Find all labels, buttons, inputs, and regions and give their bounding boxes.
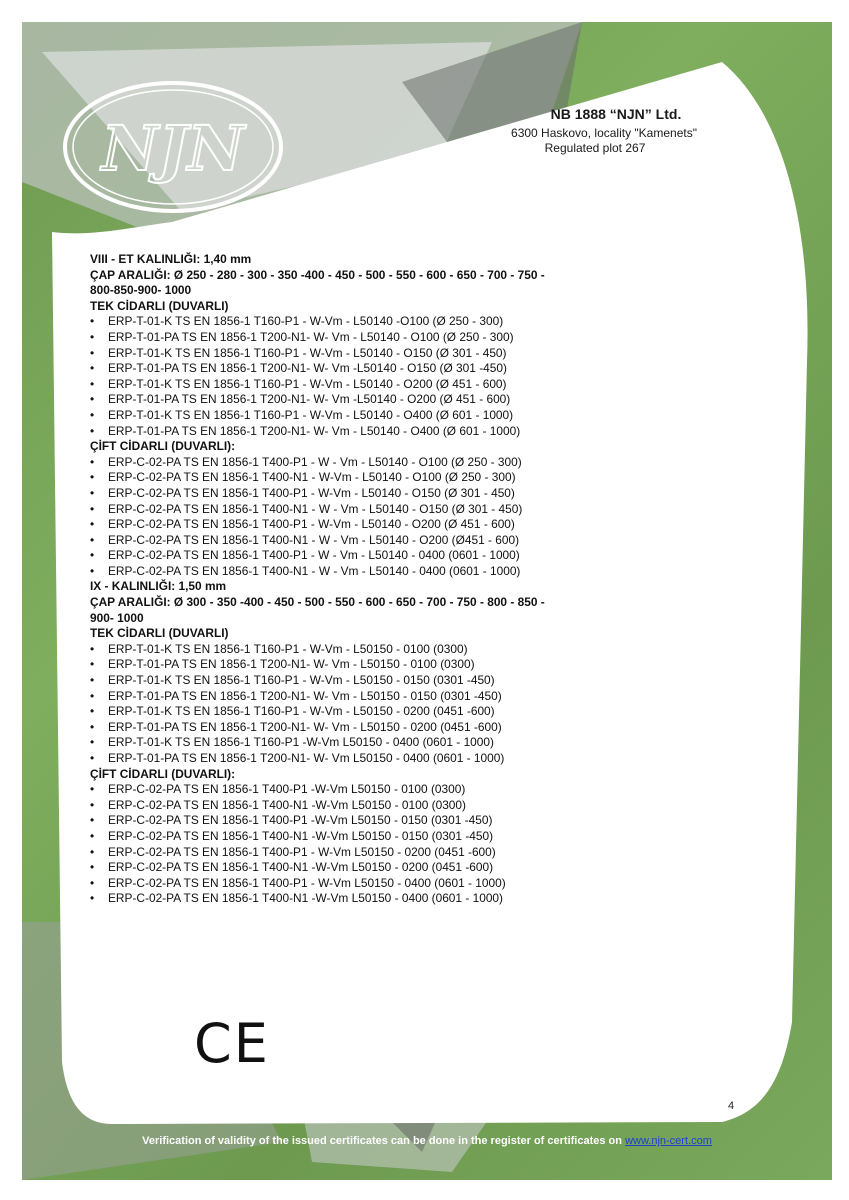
bullet: •: [90, 532, 95, 547]
list-item: [90, 782, 650, 798]
bullet: •: [90, 797, 95, 812]
list-item-text: ERP-C-02-PA TS EN 1856-1 T400-P1 - W-Vm L50150 - 0200 (0451 -600): [108, 844, 496, 859]
list-item-text: ERP-T-01-PA TS EN 1856-1 T200-N1- W- Vm L50150 - 0400 (0601 - 1000): [108, 751, 505, 765]
list-item-text: ERP-C-02-PA TS EN 1856-1 T400-N1 - W - Vm - L50140 - O200 (Ø451 - 600): [108, 532, 520, 547]
bullet: •: [90, 844, 95, 859]
list-item: [90, 424, 650, 440]
list-item: [90, 346, 650, 362]
list-item-text: ERP-C-02-PA TS EN 1856-1 T400-N1 -W-Vm L50150 - 0150 (0301 -450): [108, 828, 494, 843]
bullet: •: [90, 719, 95, 734]
page-number: 4: [728, 1100, 735, 1112]
company-plot: Regulated plot 267: [544, 141, 646, 155]
list-item: [90, 408, 650, 424]
list-item: [90, 845, 650, 861]
list-item: [90, 798, 650, 814]
list-item: [90, 502, 650, 518]
bullet: •: [90, 641, 95, 656]
section-heading: IX - KALINLIĞI: 1,50 mm: [90, 579, 227, 594]
list-item-text: ERP-T-01-PA TS EN 1856-1 T200-N1- W- Vm -L50140 - O200 (Ø 451 - 600): [108, 392, 511, 407]
bullet: •: [90, 517, 95, 532]
company-name: NB 1888 “NJN” Ltd.: [550, 106, 682, 122]
list-item: [90, 470, 650, 486]
list-item: [90, 517, 650, 533]
list-item: [90, 704, 650, 720]
section-heading: TEK CİDARLI (DUVARLI): [90, 298, 229, 313]
list-item-text: ERP-C-02-PA TS EN 1856-1 T400-N1 - W - Vm - L50140 - O150 (Ø 301 - 450): [108, 501, 523, 516]
list-item: [90, 813, 650, 829]
bullet: •: [90, 376, 95, 391]
list-item-text: ERP-T-01-PA TS EN 1856-1 T200-N1- W- Vm - L50140 - O400 (Ø 601 - 1000): [108, 423, 521, 438]
bullet: •: [90, 470, 95, 485]
list-item-text: ERP-T-01-K TS EN 1856-1 T160-P1 - W-Vm - L50140 -O100 (Ø 250 - 300): [108, 314, 504, 329]
list-item: [90, 891, 650, 907]
bullet: •: [90, 454, 95, 469]
bullet: •: [90, 563, 95, 578]
list-item-text: ERP-C-02-PA TS EN 1856-1 T400-P1 - W-Vm - L50140 - O150 (Ø 301 - 450): [108, 485, 515, 500]
list-item-text: ERP-C-02-PA TS EN 1856-1 T400-P1 - W - Vm - L50140 - O100 (Ø 250 - 300): [108, 454, 522, 469]
list-item-text: ERP-C-02-PA TS EN 1856-1 T400-N1 -W-Vm L50150 - 0100 (0300): [108, 797, 466, 812]
bullet: •: [90, 548, 95, 563]
footer-link[interactable]: www.njn-cert.com: [625, 1135, 712, 1147]
list-item: [90, 533, 650, 549]
list-item-text: ERP-C-02-PA TS EN 1856-1 T400-N1 - W-Vm - L50140 - O100 (Ø 250 - 300): [108, 470, 516, 485]
section-heading: VIII - ET KALINLIĞI: 1,40 mm: [90, 252, 252, 266]
list-item-text: ERP-C-02-PA TS EN 1856-1 T400-P1 - W-Vm L50150 - 0400 (0601 - 1000): [108, 875, 506, 890]
bullet: •: [90, 751, 95, 765]
list-item-text: ERP-T-01-PA TS EN 1856-1 T200-N1- W- Vm - L50150 - 0150 (0301 -450): [108, 688, 502, 703]
list-item: [90, 455, 650, 471]
list-item: [90, 642, 650, 658]
bullet: •: [90, 735, 95, 750]
list-item: [90, 548, 650, 564]
bullet: •: [90, 813, 95, 828]
list-item-text: ERP-C-02-PA TS EN 1856-1 T400-P1 -W-Vm L50150 - 0100 (0300): [108, 782, 466, 797]
list-item: [90, 735, 650, 751]
njn-logo: [58, 72, 288, 222]
list-item-text: ERP-T-01-PA TS EN 1856-1 T200-N1- W- Vm - L50140 - O100 (Ø 250 - 300): [108, 329, 514, 344]
bullet: •: [90, 891, 95, 906]
list-item-text: ERP-C-02-PA TS EN 1856-1 T400-P1 - W - Vm - L50140 - 0400 (0601 - 1000): [108, 548, 520, 563]
certificate-content: [90, 252, 650, 907]
section-heading: ÇİFT CİDARLI (DUVARLI):: [90, 439, 236, 454]
logo-lettering: NJN: [101, 112, 245, 185]
list-item: [90, 330, 650, 346]
list-item: [90, 720, 650, 736]
list-item-text: ERP-T-01-K TS EN 1856-1 T160-P1 - W-Vm - L50140 - O400 (Ø 601 - 1000): [108, 407, 514, 422]
list-item: [90, 361, 650, 377]
bullet: •: [90, 345, 95, 360]
section-heading: ÇAP ARALIĞI: Ø 300 - 350 -400 - 450 - 500 - 550 - 600 - 650 - 700 - 750 - 800 - 850 -: [90, 595, 545, 610]
list-item-text: ERP-C-02-PA TS EN 1856-1 T400-N1 -W-Vm L50150 - 0200 (0451 -600): [108, 860, 494, 875]
section-heading: 800-850-900- 1000: [90, 283, 192, 298]
bullet: •: [90, 860, 95, 875]
bullet: •: [90, 875, 95, 890]
ce-mark: CE: [194, 1012, 270, 1075]
company-address: 6300 Haskovo, locality "Kamenets": [511, 126, 697, 140]
bullet: •: [90, 828, 95, 843]
list-item-text: ERP-T-01-PA TS EN 1856-1 T200-N1- W- Vm - L50150 - 0100 (0300): [108, 657, 475, 672]
list-item: [90, 392, 650, 408]
list-item: [90, 876, 650, 892]
list-item: [90, 689, 650, 705]
list-item: [90, 860, 650, 876]
list-item: [90, 829, 650, 845]
list-item: [90, 673, 650, 689]
list-item: [90, 486, 650, 502]
list-item-text: ERP-T-01-K TS EN 1856-1 T160-P1 - W-Vm - L50140 - O200 (Ø 451 - 600): [108, 376, 507, 391]
list-item-text: ERP-C-02-PA TS EN 1856-1 T400-N1 -W-Vm L50150 - 0400 (0601 - 1000): [108, 891, 504, 906]
list-item: [90, 657, 650, 673]
footer: [22, 1135, 832, 1147]
list-item-text: ERP-T-01-K TS EN 1856-1 T160-P1 - W-Vm - L50150 - 0100 (0300): [108, 641, 468, 656]
list-item-text: ERP-T-01-PA TS EN 1856-1 T200-N1- W- Vm -L50140 - O150 (Ø 301 -450): [108, 361, 507, 376]
company-header: [470, 106, 720, 155]
bullet: •: [90, 407, 95, 422]
list-item-text: ERP-C-02-PA TS EN 1856-1 T400-P1 - W-Vm - L50140 - O200 (Ø 451 - 600): [108, 517, 515, 532]
bullet: •: [90, 423, 95, 438]
list-item-text: ERP-T-01-K TS EN 1856-1 T160-P1 - W-Vm - L50140 - O150 (Ø 301 - 450): [108, 345, 507, 360]
bullet: •: [90, 314, 95, 329]
bullet: •: [90, 501, 95, 516]
bullet: •: [90, 673, 95, 688]
bullet: •: [90, 782, 95, 797]
list-item-text: ERP-C-02-PA TS EN 1856-1 T400-P1 -W-Vm L50150 - 0150 (0301 -450): [108, 813, 493, 828]
list-item-text: ERP-T-01-K TS EN 1856-1 T160-P1 - W-Vm - L50150 - 0200 (0451 -600): [108, 704, 495, 719]
list-item-text: ERP-C-02-PA TS EN 1856-1 T400-N1 - W - Vm - L50140 - 0400 (0601 - 1000): [108, 563, 521, 578]
list-item-text: ERP-T-01-PA TS EN 1856-1 T200-N1- W- Vm - L50150 - 0200 (0451 -600): [108, 719, 502, 734]
bullet: •: [90, 361, 95, 376]
bullet: •: [90, 392, 95, 407]
bullet: •: [90, 485, 95, 500]
list-item: [90, 377, 650, 393]
list-item: [90, 564, 650, 580]
bullet: •: [90, 704, 95, 719]
section-heading: ÇİFT CİDARLI (DUVARLI):: [90, 766, 236, 781]
section-heading: 900- 1000: [90, 610, 144, 625]
section-heading: TEK CİDARLI (DUVARLI): [90, 626, 229, 641]
section-heading: ÇAP ARALIĞI: Ø 250 - 280 - 300 - 350 -400 - 450 - 500 - 550 - 600 - 650 - 700 - 750 -: [90, 267, 545, 282]
footer-text: Verification of validity of the issued certificates can be done in the register of certificates on: [142, 1135, 622, 1147]
bullet: •: [90, 688, 95, 703]
list-item: [90, 751, 650, 767]
bullet: •: [90, 329, 95, 344]
list-item-text: ERP-T-01-K TS EN 1856-1 T160-P1 - W-Vm - L50150 - 0150 (0301 -450): [108, 673, 495, 688]
bullet: •: [90, 657, 95, 672]
list-item: [90, 314, 650, 330]
list-item-text: ERP-T-01-K TS EN 1856-1 T160-P1 -W-Vm L50150 - 0400 (0601 - 1000): [108, 735, 494, 750]
